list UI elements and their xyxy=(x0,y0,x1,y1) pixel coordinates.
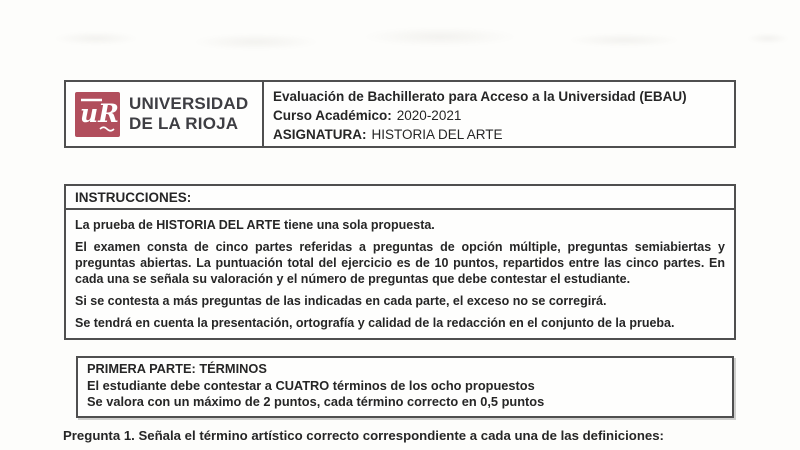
first-part-line: Se valora con un máximo de 2 puntos, cada término correcto en 0,5 puntos xyxy=(87,394,545,409)
exam-header-info xyxy=(264,82,734,146)
university-identity xyxy=(66,82,264,146)
university-name-line1: UNIVERSIDAD xyxy=(129,94,249,113)
subject-row xyxy=(273,125,725,144)
subject-value: HISTORIA DEL ARTE xyxy=(371,127,503,142)
university-name xyxy=(129,94,248,134)
course-value: 2020-2021 xyxy=(396,108,462,123)
instructions-paragraph: Se tendrá en cuenta la presentación, ortografía y calidad de la redacción en el conjunto de la prueba. xyxy=(75,316,675,330)
question-1-text: Pregunta 1. Señala el término artístico correcto correspondiente a cada una de las definiciones: xyxy=(63,428,664,443)
instructions-paragraph: El examen consta de cinco partes referidas a preguntas de opción múltiple, preguntas semiabiertas y preguntas abiertas. La puntuación total del ejercicio es de 10 puntos, repartidos entre las cinco partes. En cada una se señala su valoración y el número de preguntas que debe contestar el estudiante. xyxy=(75,240,725,286)
instructions-paragraph: Si se contesta a más preguntas de las indicadas en cada parte, el exceso no se corregirá. xyxy=(75,294,607,308)
exam-title: Evaluación de Bachillerato para Acceso a la Universidad (EBAU) xyxy=(273,89,687,104)
exam-header xyxy=(64,80,736,148)
university-logo-icon xyxy=(75,92,120,137)
instructions-paragraph: La prueba de HISTORIA DEL ARTE tiene una sola propuesta. xyxy=(75,218,435,232)
first-part-box xyxy=(76,356,734,418)
course-row xyxy=(273,106,725,125)
instructions-box xyxy=(64,184,736,340)
university-name-line2: DE LA RIOJA xyxy=(129,114,239,133)
instructions-body xyxy=(66,210,734,338)
first-part-title: PRIMERA PARTE: TÉRMINOS xyxy=(87,361,267,376)
instructions-heading: INSTRUCCIONES: xyxy=(66,186,734,210)
svg-text:uR: uR xyxy=(80,98,119,128)
course-label: Curso Académico: xyxy=(273,108,392,123)
subject-label: ASIGNATURA: xyxy=(273,127,367,142)
first-part-line: El estudiante debe contestar a CUATRO términos de los ocho propuestos xyxy=(87,377,535,393)
scan-artifact xyxy=(0,18,800,52)
